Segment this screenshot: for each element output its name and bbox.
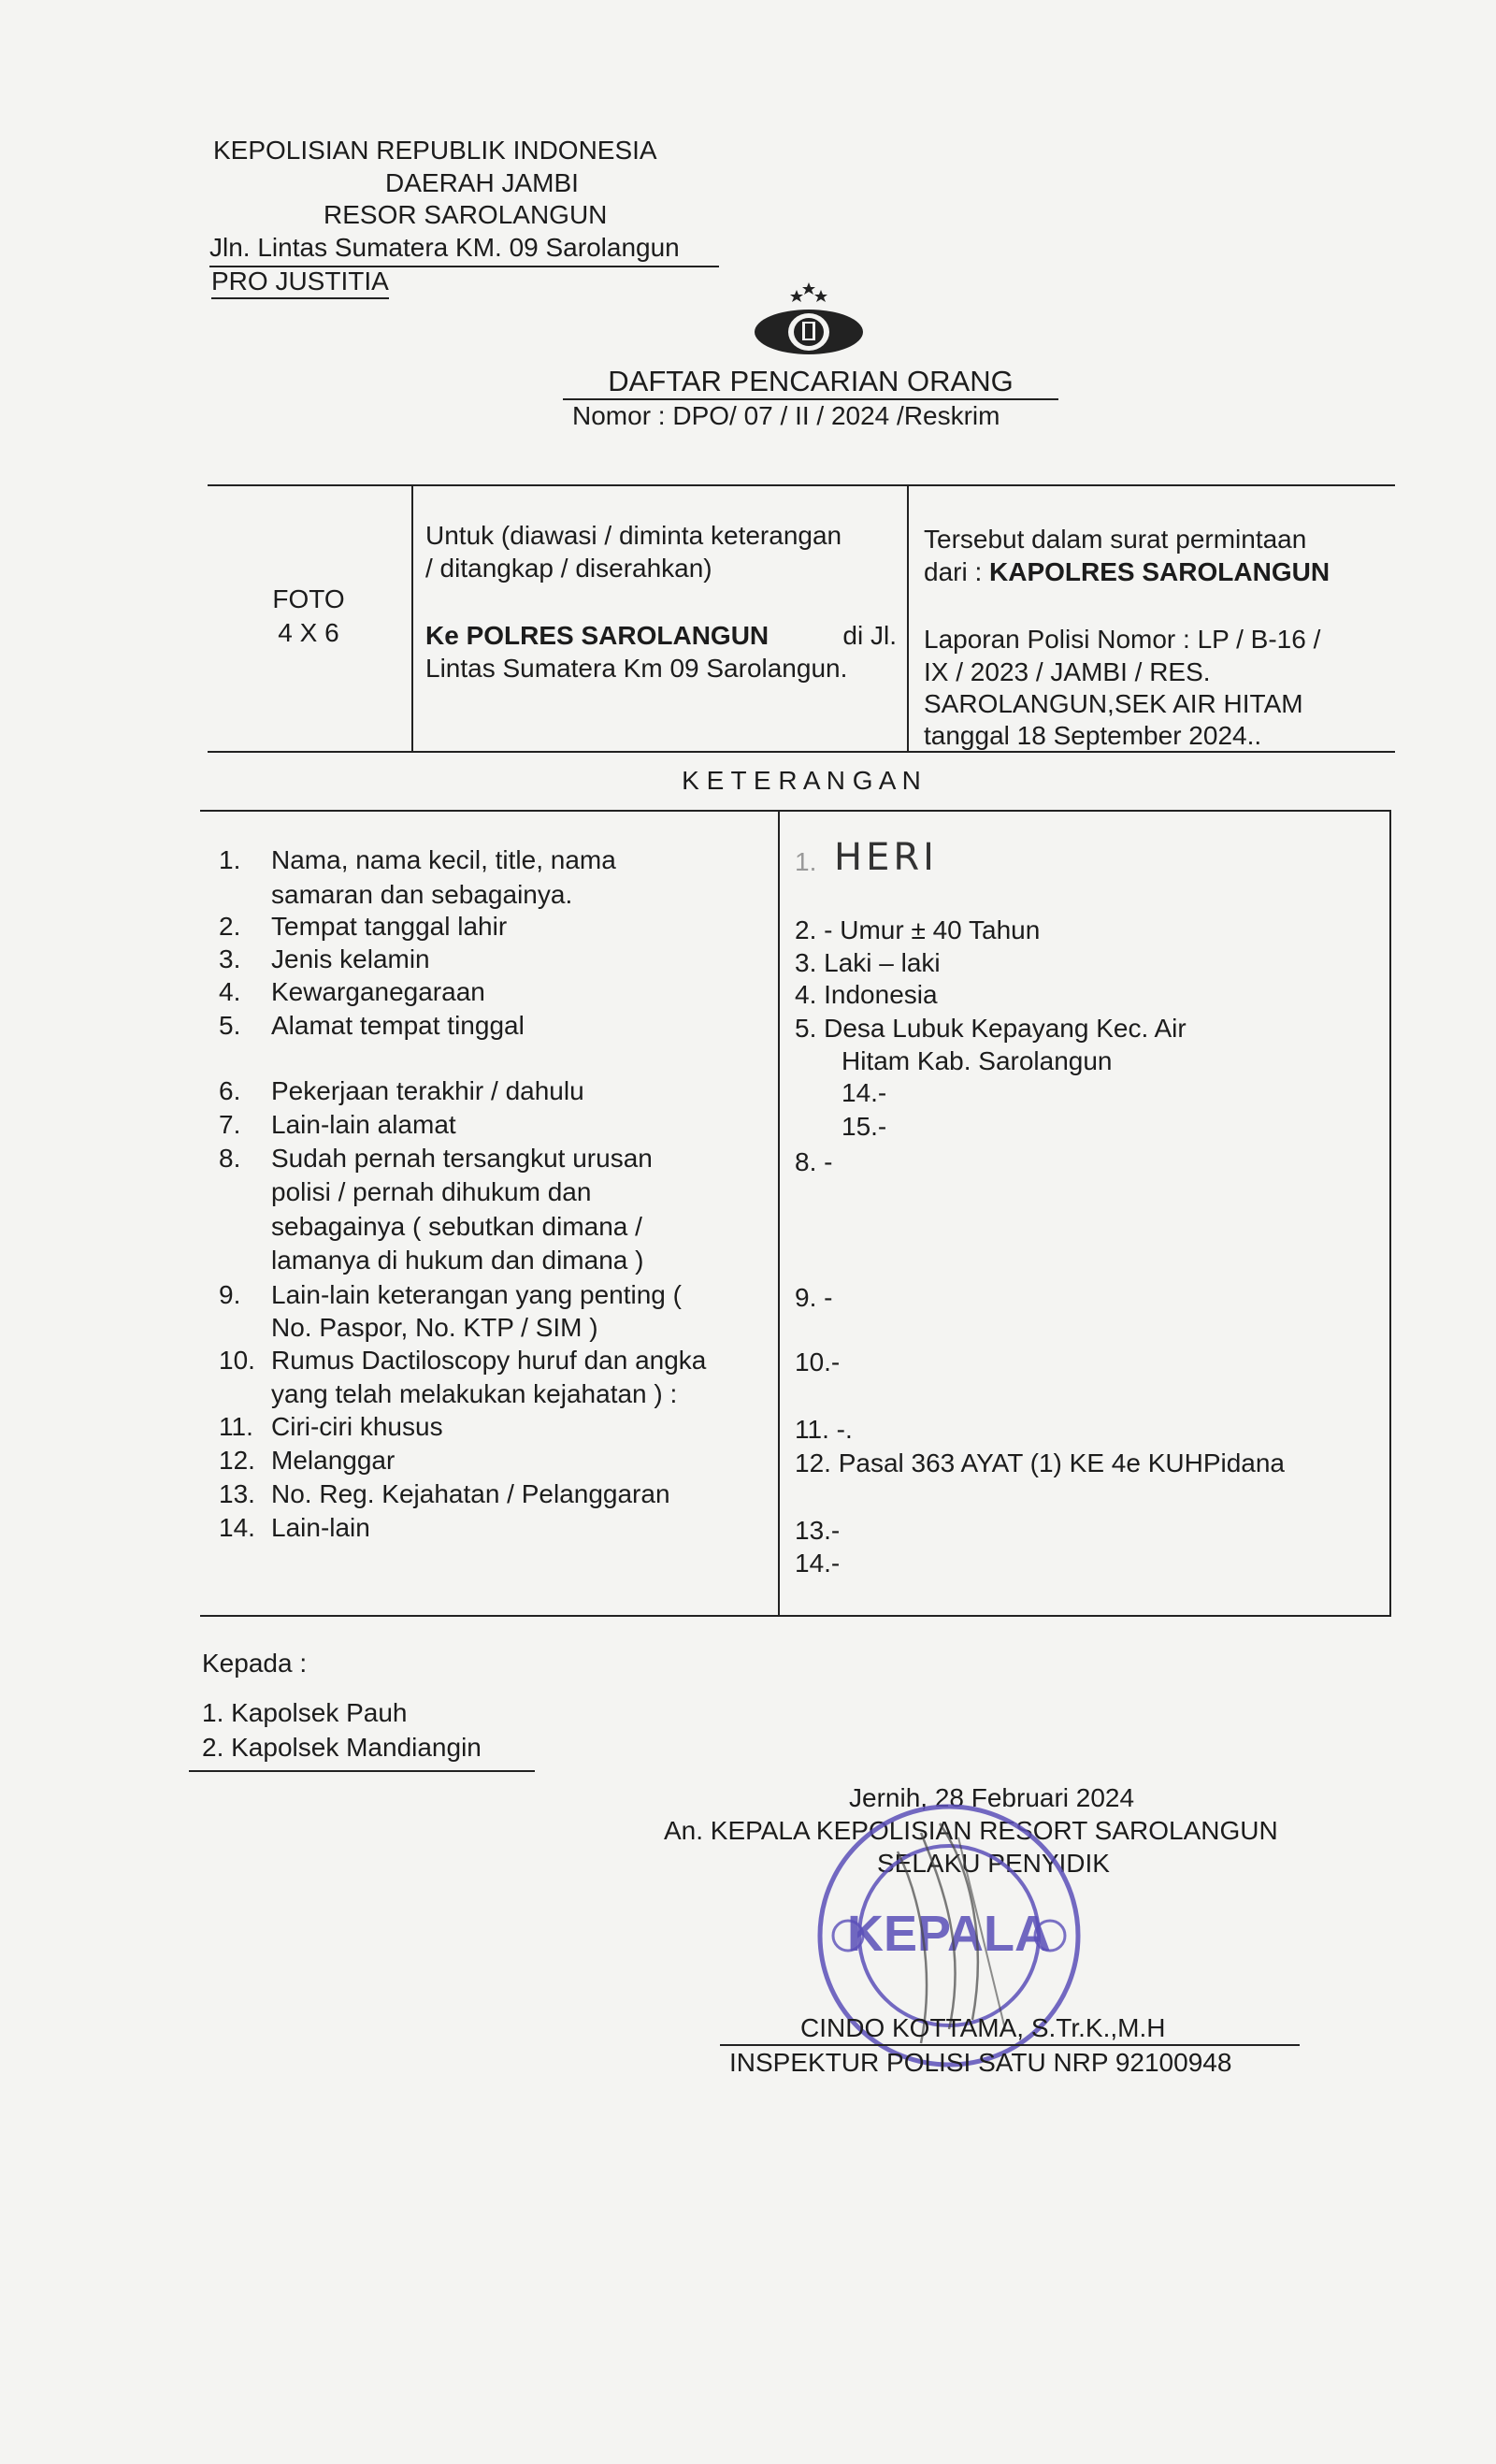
value-4: 4. Indonesia xyxy=(795,980,938,1009)
foto-label: FOTO xyxy=(272,584,345,613)
laporan-line-4: tanggal 18 September 2024.. xyxy=(924,721,1262,750)
value-13: 13.- xyxy=(795,1516,841,1545)
police-emblem-icon xyxy=(748,281,870,365)
signature-role: SELAKU PENYIDIK xyxy=(877,1849,1110,1878)
item-10-line-2: yang telah melakukan kejahatan ) : xyxy=(271,1379,678,1408)
pro-justitia-label: PRO JUSTITIA xyxy=(211,266,389,299)
item-7-num: 7. xyxy=(219,1110,241,1139)
table-divider-1 xyxy=(411,484,413,751)
document-title: DAFTAR PENCARIAN ORANG xyxy=(563,365,1058,400)
item-1-num: 1. xyxy=(219,845,241,874)
item-9-line-2: No. Paspor, No. KTP / SIM ) xyxy=(271,1313,598,1342)
item-11-num: 11. xyxy=(219,1412,253,1441)
item-10-num: 10. xyxy=(219,1346,255,1375)
item-9-line-1: Lain-lain keterangan yang penting ( xyxy=(271,1280,682,1309)
signature-name: CINDO KOTTAMA, S.Tr.K.,M.H xyxy=(800,2013,1166,2042)
item-8-num: 8. xyxy=(219,1144,241,1173)
item-14-label: Lain-lain xyxy=(271,1513,370,1542)
laporan-line-3: SAROLANGUN,SEK AIR HITAM xyxy=(924,689,1303,718)
untuk-line-1: Untuk (diawasi / diminta keterangan xyxy=(425,521,842,550)
keterangan-bottom-border xyxy=(200,1615,1391,1617)
keterangan-heading: K E T E R A N G A N xyxy=(682,766,921,795)
item-8-line-3: sebagainya ( sebutkan dimana / xyxy=(271,1212,642,1241)
value-6: 14.- xyxy=(842,1078,887,1107)
item-8-line-4: lamanya di hukum dan dimana ) xyxy=(271,1246,644,1275)
ke-polres-line xyxy=(425,620,897,652)
value-14: 14.- xyxy=(795,1549,841,1578)
header-region: DAERAH JAMBI xyxy=(385,168,579,197)
item-9-num: 9. xyxy=(219,1280,241,1309)
signature-underline xyxy=(720,2044,1300,2046)
keterangan-right-border xyxy=(1389,810,1391,1617)
item-8-line-2: polisi / pernah dihukum dan xyxy=(271,1177,592,1206)
item-13-label: No. Reg. Kejahatan / Pelanggaran xyxy=(271,1479,670,1508)
kepada-label: Kepada : xyxy=(202,1649,308,1678)
signature-authority: An. KEPALA KEPOLISIAN RESORT SAROLANGUN xyxy=(664,1816,1278,1845)
signature-rank: INSPEKTUR POLISI SATU NRP 92100948 xyxy=(729,2048,1232,2077)
tersebut-kapolres: KAPOLRES SAROLANGUN xyxy=(989,557,1331,586)
document-number: Nomor : DPO/ 07 / II / 2024 /Reskrim xyxy=(572,401,1000,430)
item-13-num: 13. xyxy=(219,1479,255,1508)
laporan-line-1: Laporan Polisi Nomor : LP / B-16 / xyxy=(924,625,1321,654)
header-address: Jln. Lintas Sumatera KM. 09 Sarolangun xyxy=(209,232,719,267)
value-5-line-1: 5. Desa Lubuk Kepayang Kec. Air xyxy=(795,1014,1187,1043)
item-4-num: 4. xyxy=(219,977,241,1006)
item-2-num: 2. xyxy=(219,912,241,941)
tersebut-line-2 xyxy=(924,556,1330,588)
value-5-line-2: Hitam Kab. Sarolangun xyxy=(842,1046,1113,1075)
ke-polres-line-2: Lintas Sumatera Km 09 Sarolangun. xyxy=(425,654,848,683)
tersebut-line-1: Tersebut dalam surat permintaan xyxy=(924,525,1307,554)
untuk-line-2: / ditangkap / diserahkan) xyxy=(425,554,712,583)
item-4-label: Kewarganegaraan xyxy=(271,977,485,1006)
laporan-line-2: IX / 2023 / JAMBI / RES. xyxy=(924,657,1211,686)
table-divider-2 xyxy=(907,484,909,751)
item-12-num: 12. xyxy=(219,1446,255,1475)
item-12-label: Melanggar xyxy=(271,1446,396,1475)
item-11-label: Ciri-ciri khusus xyxy=(271,1412,443,1441)
keterangan-top-border xyxy=(200,810,1391,812)
item-1-line-2: samaran dan sebagainya. xyxy=(271,880,573,909)
kepada-underline xyxy=(189,1770,535,1772)
stamp-label: KEPALA xyxy=(846,1906,1052,1962)
item-14-num: 14. xyxy=(219,1513,255,1542)
value-3: 3. Laki – laki xyxy=(795,948,941,977)
kepada-item-1: 1. Kapolsek Pauh xyxy=(202,1698,408,1727)
keterangan-divider xyxy=(778,810,780,1617)
item-6-num: 6. xyxy=(219,1076,241,1105)
header-institution: KEPOLISIAN REPUBLIK INDONESIA xyxy=(213,136,657,165)
item-3-num: 3. xyxy=(219,944,241,973)
kepada-item-2: 2. Kapolsek Mandiangin xyxy=(202,1733,482,1762)
ke-polres-rest: di Jl. xyxy=(842,621,897,650)
value-9: 9. - xyxy=(795,1283,833,1312)
value-11: 11. -. xyxy=(795,1415,853,1444)
value-2: 2. - Umur ± 40 Tahun xyxy=(795,915,1041,944)
item-5-label: Alamat tempat tinggal xyxy=(271,1011,525,1040)
tersebut-dari: dari : xyxy=(924,557,990,586)
value-12: 12. Pasal 363 AYAT (1) KE 4e KUHPidana xyxy=(795,1448,1286,1477)
item-5-num: 5. xyxy=(219,1011,241,1040)
header-resort: RESOR SAROLANGUN xyxy=(324,200,608,229)
item-7-label: Lain-lain alamat xyxy=(271,1110,456,1139)
item-6-label: Pekerjaan terakhir / dahulu xyxy=(271,1076,584,1105)
item-2-label: Tempat tanggal lahir xyxy=(271,912,508,941)
table-top-border xyxy=(208,484,1395,486)
item-1-line-1: Nama, nama kecil, title, nama xyxy=(271,845,616,874)
signature-place-date: Jernih, 28 Februari 2024 xyxy=(849,1783,1135,1812)
foto-size: 4 X 6 xyxy=(278,618,339,647)
item-3-label: Jenis kelamin xyxy=(271,944,430,973)
ke-polres-bold: Ke POLRES SAROLANGUN xyxy=(425,621,770,650)
value-1-num: 1. xyxy=(795,847,817,876)
value-10: 10.- xyxy=(795,1347,841,1376)
item-8-line-1: Sudah pernah tersangkut urusan xyxy=(271,1144,653,1173)
value-1-handwritten-name: HERI xyxy=(834,836,938,879)
value-7: 15.- xyxy=(842,1112,887,1141)
value-8: 8. - xyxy=(795,1147,833,1176)
item-10-line-1: Rumus Dactiloscopy huruf dan angka xyxy=(271,1346,707,1375)
